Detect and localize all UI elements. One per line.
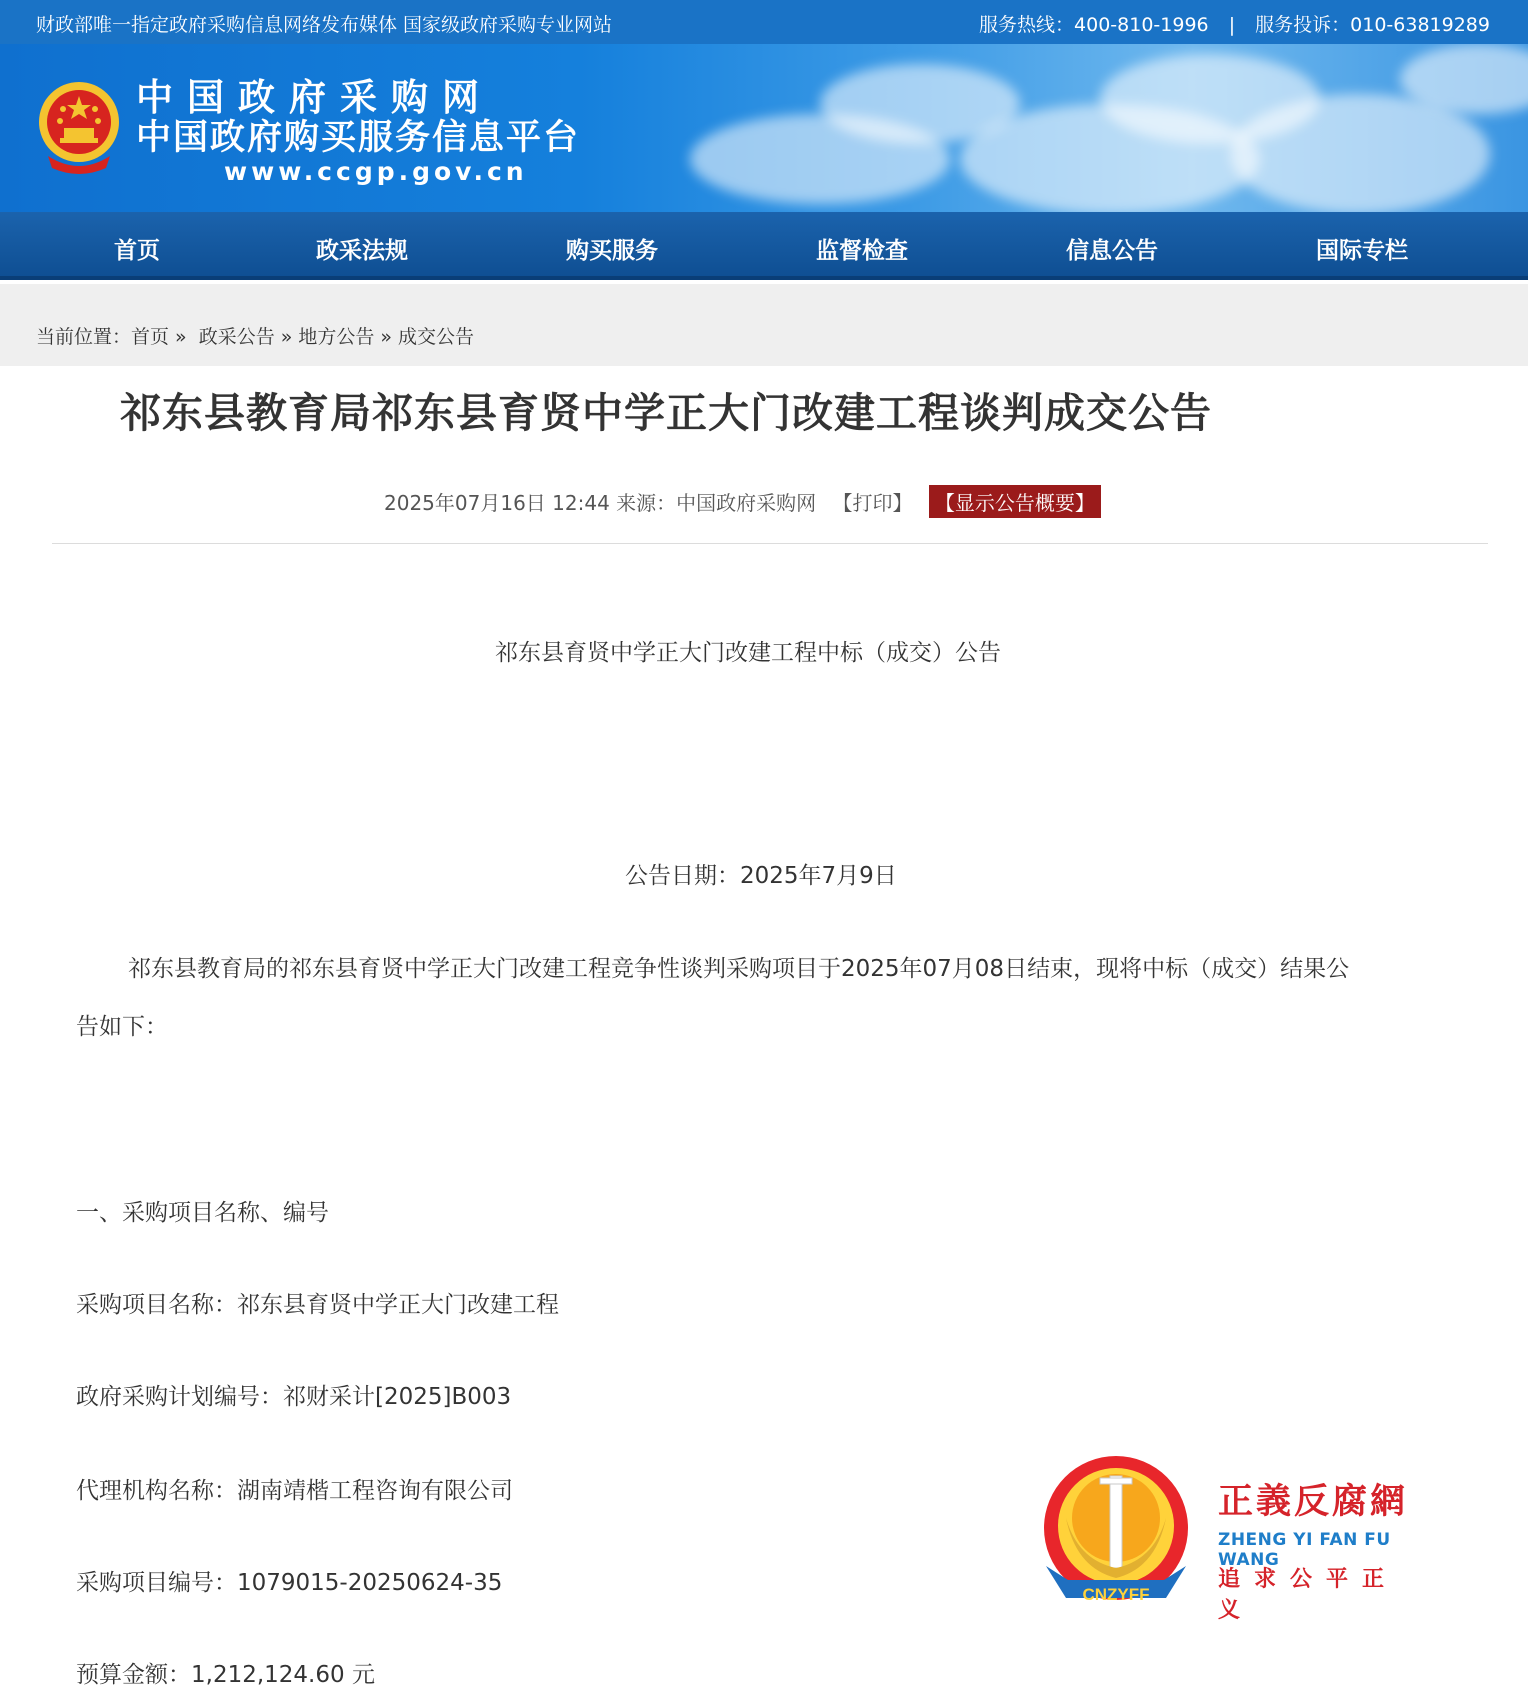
breadcrumb-home[interactable]: 首页 <box>131 326 170 348</box>
service-hotline: 服务热线：400-810-1996 <box>979 14 1209 36</box>
hotline-info <box>979 10 1490 37</box>
breadcrumb-procurement-notices[interactable]: 政采公告 <box>198 326 275 348</box>
section-heading: 一、采购项目名称、编号 <box>76 1200 329 1226</box>
breadcrumb-deal-notices[interactable]: 成交公告 <box>397 326 474 348</box>
intro-paragraph-line1: 祁东县教育局的祁东县育贤中学正大门改建工程竞争性谈判采购项目于2025年07月08日结束，现将中标（成交）结果公 <box>128 956 1350 982</box>
breadcrumb-arrow: » <box>280 326 293 348</box>
main-nav <box>0 212 1528 280</box>
article-meta <box>384 485 1101 518</box>
site-banner <box>0 44 1528 212</box>
breadcrumb-prefix: 当前位置： <box>36 326 132 348</box>
site-subtitle: 中国政府购买服务信息平台 <box>136 118 581 158</box>
hotline-separator: | <box>1228 14 1236 36</box>
show-summary-button[interactable]: 【显示公告概要】 <box>929 485 1101 518</box>
watermark-pinyin: ZHENG YI FAN FU WANG <box>1218 1530 1391 1570</box>
watermark-logo <box>1036 1448 1416 1623</box>
breadcrumb-arrow: » <box>380 326 392 348</box>
site-url: www.ccgp.gov.cn <box>224 157 528 186</box>
nav-regulations[interactable]: 政采法规 <box>316 238 408 264</box>
article-title: 祁东县教育局祁东县育贤中学正大门改建工程谈判成交公告 <box>120 390 1212 436</box>
breadcrumb-local-notices[interactable]: 地方公告 <box>298 326 375 348</box>
project-name: 采购项目名称：祁东县育贤中学正大门改建工程 <box>76 1292 559 1318</box>
divider <box>52 543 1488 544</box>
notice-subtitle: 祁东县育贤中学正大门改建工程中标（成交）公告 <box>495 640 1001 666</box>
breadcrumb-bar <box>0 284 1528 366</box>
svg-text:CNZYFF: CNZYFF <box>1082 1585 1150 1604</box>
watermark-name: 正義反腐網 <box>1218 1481 1409 1522</box>
nav-supervision[interactable]: 监督检查 <box>816 238 908 264</box>
agency-name: 代理机构名称：湖南靖楷工程咨询有限公司 <box>76 1478 513 1504</box>
site-name: 中国政府采购网 <box>136 76 493 119</box>
top-info-bar <box>0 0 1528 44</box>
notice-date: 公告日期：2025年7月9日 <box>625 863 897 889</box>
site-tagline: 财政部唯一指定政府采购信息网络发布媒体 国家级政府采购专业网站 <box>36 14 613 36</box>
nav-home[interactable]: 首页 <box>114 238 160 264</box>
breadcrumb <box>36 322 474 349</box>
article-source: 来源：中国政府采购网 <box>616 491 817 515</box>
complaint-hotline: 服务投诉：010-63819289 <box>1255 14 1490 36</box>
breadcrumb-arrow: » <box>175 326 187 348</box>
intro-paragraph-line2: 告如下： <box>76 1014 168 1040</box>
plan-number: 政府采购计划编号：祁财采计[2025]B003 <box>76 1384 512 1410</box>
budget-amount: 预算金额：1,212,124.60 元 <box>76 1662 375 1688</box>
nav-international[interactable]: 国际专栏 <box>1316 238 1408 264</box>
national-emblem-icon <box>36 76 122 176</box>
nav-purchase-services[interactable]: 购买服务 <box>566 238 658 264</box>
publish-datetime: 2025年07月16日 12:44 <box>384 491 610 515</box>
watermark-slogan: 追求公平正义 <box>1218 1567 1399 1623</box>
nav-announcements[interactable]: 信息公告 <box>1066 238 1158 264</box>
print-link[interactable]: 【打印】 <box>832 491 913 515</box>
project-number: 采购项目编号：1079015-20250624-35 <box>76 1570 503 1596</box>
watermark-emblem-icon <box>1036 1448 1200 1618</box>
site-name-block <box>136 78 580 186</box>
